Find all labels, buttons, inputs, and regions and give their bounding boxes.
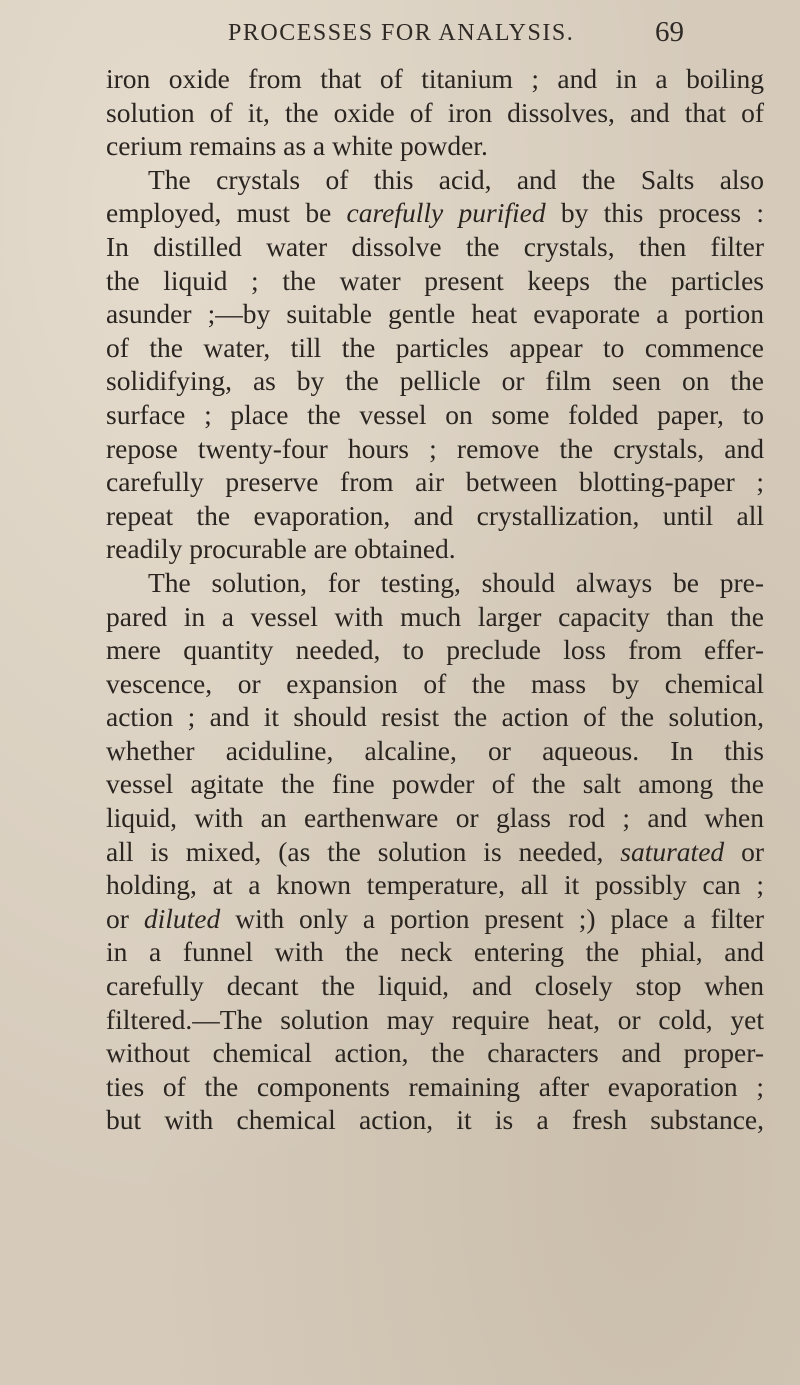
text-line: cerium remains as a white powder.	[106, 130, 488, 162]
text-line: filtered.—The solution may require heat, or cold, yet	[106, 1003, 764, 1035]
text-line: mere quantity needed, to preclude loss from effer-	[106, 634, 764, 666]
page-number: 69	[655, 16, 684, 48]
text-line: whether aciduline, alcaline, or aqueous. In this	[106, 734, 764, 766]
text-line: solidifying, as by the pellicle or film seen on the	[106, 365, 764, 397]
text-line	[106, 196, 764, 230]
text-run: employed, must be	[106, 197, 332, 229]
text-run: by this process :	[560, 197, 764, 229]
text-line: of the water, till the particles appear to commence	[106, 331, 764, 363]
text-line: without chemical action, the characters and proper-	[106, 1037, 764, 1069]
text-line: iron oxide from that of titanium ; and in a boiling	[106, 63, 764, 94]
running-head-title: PROCESSES FOR ANALYSIS.	[228, 20, 575, 46]
text-line: The solution, for testing, should always be pre-	[148, 566, 764, 598]
text-line: repose twenty-four hours ; remove the crystals, and	[106, 432, 764, 464]
italic-run: carefully purified	[346, 197, 546, 229]
text-line: asunder ;—by suitable gentle heat evaporate a portion	[106, 298, 764, 330]
text-line: readily procurable are obtained.	[106, 533, 456, 565]
running-head	[228, 16, 684, 54]
text-line: liquid, with an earthenware or glass rod ; and when	[106, 802, 764, 834]
text-line: pared in a vessel with much larger capacity than the	[106, 600, 764, 632]
text-line	[106, 835, 764, 869]
text-line: ties of the components remaining after evaporation ;	[106, 1070, 764, 1102]
text-line	[106, 902, 764, 936]
text-run: with only a portion present ;) place a filter	[235, 902, 765, 934]
text-line: action ; and it should resist the action of the solution,	[106, 701, 764, 733]
text-line: holding, at a known temperature, all it possibly can ;	[106, 869, 764, 901]
text-run: all is mixed, (as the solution is needed,	[106, 835, 604, 867]
text-line: in a funnel with the neck entering the phial, and	[106, 936, 764, 968]
text-line: repeat the evaporation, and crystallization, until all	[106, 499, 764, 531]
text-line: carefully preserve from air between blotting-paper ;	[106, 466, 764, 498]
text-line: surface ; place the vessel on some folded paper, to	[106, 398, 764, 430]
italic-run: saturated	[620, 835, 725, 867]
text-run: or	[741, 835, 765, 867]
text-line: The crystals of this acid, and the Salts also	[148, 163, 764, 195]
text-line: vescence, or expansion of the mass by chemical	[106, 667, 764, 699]
text-line: but with chemical action, it is a fresh substance,	[106, 1104, 764, 1136]
text-line: carefully decant the liquid, and closely stop when	[106, 970, 764, 1002]
body-text	[106, 62, 764, 1137]
text-line: solution of it, the oxide of iron dissolves, and that of	[106, 96, 764, 128]
italic-run: diluted	[143, 902, 221, 934]
text-line: vessel agitate the fine powder of the salt among the	[106, 768, 764, 800]
text-line: In distilled water dissolve the crystals, then filter	[106, 230, 764, 262]
text-run: or	[106, 902, 129, 934]
text-line: the liquid ; the water present keeps the particles	[106, 264, 764, 296]
